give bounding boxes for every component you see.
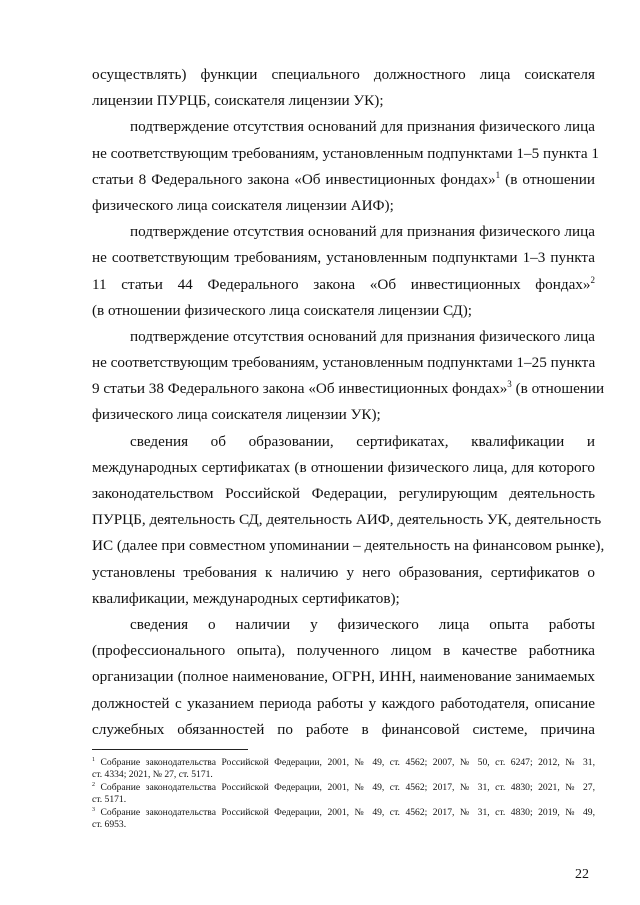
text-line: организации (полное наименование, ОГРН, ИНН, наименование занимаемых (92, 668, 595, 686)
body-text (92, 62, 605, 743)
footnote-separator (92, 749, 248, 750)
text-line: подтверждение отсутствия оснований для признания физического лица (130, 118, 595, 136)
text-line: статьи 8 Федерального закона «Об инвестиционных фондах»$^1$ (в отношении (92, 169, 595, 188)
text-line: сведения об образовании, сертификатах, квалификации и (130, 432, 595, 450)
footnote-line: ст. 4334; 2021, № 27, ст. 5171. (92, 769, 213, 781)
text-line: (профессионального опыта), полученного лицом в качестве работника (92, 642, 595, 660)
footnote-number: 3 (92, 806, 95, 813)
text-line: международных сертификатах (в отношении физического лица, для которого (92, 458, 595, 476)
text-line: служебных обязанностей по работе в финансовой системе, причина (92, 720, 595, 738)
footnote-ref: 3 (507, 379, 512, 390)
text-line: (в отношении физического лица соискателя лицензии СД); (92, 301, 473, 319)
text-line: сведения о наличии у физического лица опыта работы (130, 615, 595, 633)
text-line: лицензии ПУРЦБ, соискателя лицензии УК); (92, 92, 384, 110)
text-line: осуществлять) функции специального должностного лица соискателя (92, 66, 595, 83)
text-line: подтверждение отсутствия оснований для признания физического лица (130, 327, 595, 345)
text-line: ПУРЦБ, деятельность СД, деятельность АИФ, деятельность УК, деятельность (92, 511, 602, 529)
text-line: квалификации, международных сертификатов); (92, 589, 400, 607)
page-number: 22 (575, 867, 589, 882)
text-line: 11 статьи 44 Федерального закона «Об инвестиционных фондах»$^2$ (92, 274, 595, 293)
text-line: не соответствующим требованиям, установленным подпунктами 1–5 пункта 1 (92, 144, 599, 162)
text-line: не соответствующим требованиям, установленным подпунктами 1–25 пункта (92, 354, 596, 372)
text-line: физического лица соискателя лицензии УК); (92, 406, 381, 424)
text-line: ИС (далее при совместном упоминании – деятельность на финансовом рынке), (92, 537, 605, 555)
footnotes (92, 757, 595, 831)
footnote-line: $^1$ Собрание законодательства Российской Федерации, 2001, № 49, ст. 4562; 2007, № 50, ст. 6247; 2012, № 31, (92, 756, 595, 768)
text-line: законодательством Российской Федерации, регулирующим деятельность (92, 485, 595, 502)
footnote-number: 1 (92, 756, 95, 763)
text-line: должностей с указанием периода работы у каждого работодателя, описание (92, 694, 595, 712)
footnote-number: 2 (92, 781, 95, 788)
footnote-line: ст. 5171. (92, 794, 127, 806)
footnote-line: ст. 6953. (92, 818, 127, 830)
text-line: не соответствующим требованиям, установленным подпунктами 1–3 пункта (92, 249, 595, 267)
text-line: 9 статьи 38 Федерального закона «Об инвестиционных фондах»$^3$ (в отношении (92, 379, 605, 398)
text-line: физического лица соискателя лицензии АИФ); (92, 196, 394, 214)
footnote-line: $^3$ Собрание законодательства Российской Федерации, 2001, № 49, ст. 4562; 2017, № 31, ст. 4830; 2019, № 49, (92, 806, 595, 818)
text-line: установлены требования к наличию у него образования, сертификатов о (92, 563, 595, 581)
text-line: подтверждение отсутствия оснований для признания физического лица (130, 223, 595, 241)
footnote-ref: 1 (495, 169, 501, 180)
footnote-line: $^2$ Собрание законодательства Российской Федерации, 2001, № 49, ст. 4562; 2017, № 31, ст. 4830; 2021, № 27, (92, 781, 595, 793)
footnote-ref: 2 (590, 274, 595, 285)
